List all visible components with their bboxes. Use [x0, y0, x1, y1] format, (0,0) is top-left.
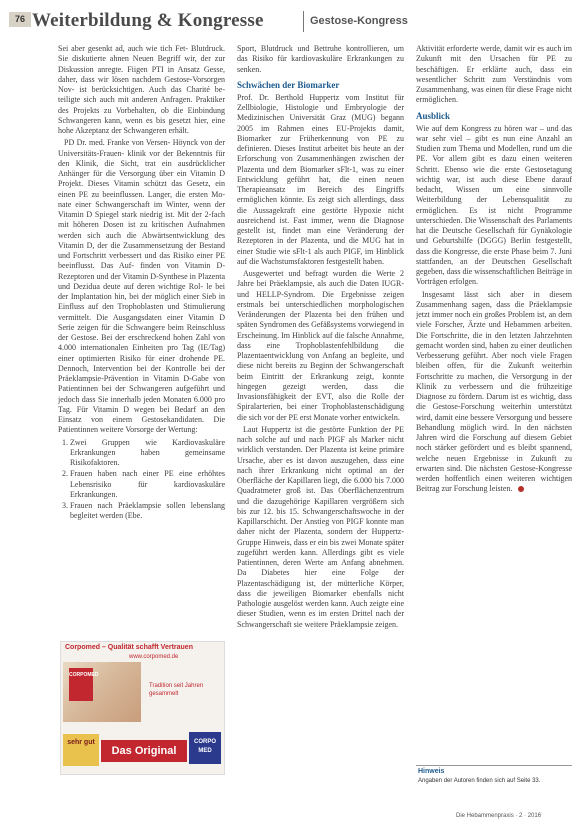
page-footer: Die Hebammenpraxis · 2 · 2016	[456, 813, 542, 819]
paragraph: Aktivität erforderte werde, damit wir es auch im Zukunft mit den Ursachen für PE zu beschäftigen. Er erklärte auch, dass ein wesentlicher Schritt zum Verständnis vom Zusammenhang, was einen für diese Frage nicht ermöglichen.	[416, 44, 572, 105]
paragraph: Sei aber gesenkt ad, auch wie tich Fet- Blutdruck. Sie diskutierte ahnen Neuen Begriff wir, der zur Diskussion anregte. Fiigen PTI in Ansatz Gesse, daher, dass wir lösen nachdem Gestose-Vorsorgen Nov- ist berücksichtigen. Auch das Charité be- teiligte sich auch mit anderen Anfragen. Praktiker des Projekts zu Vorbehalten, ob die Einbindung Schwangeren kann, wenn es bis gesetzt hier, eine hohe Akzeptanz der Schwangeren erhält.	[58, 44, 225, 135]
ad-headline: Corpomed – Qualität schafft Vertrauen	[65, 644, 193, 651]
paragraph	[416, 290, 572, 495]
ad-brand-logo: CORPO MED	[189, 732, 221, 764]
paragraph: Laut Huppertz ist die gestörte Funktion der PE nach solche auf und nach PIGF als Marker nicht wirklich verstanden. Der Plazenta ist keine primäre Ursache, aber es ist davon auszugehen, dass eine nach ihrer Erkrankung nicht optimal an der Oberfläche der Kapillaren liegt, die 6.000 bis 7.000 Quadratmeter groß ist. Das Oberflächenzentrum und die dazugehörige Kapillaren vergrößern sich bis zur 12. bis 15. Schwangerschaftswoche in der Kapillarschicht. Der Anstieg von PIGF konnte man daher nicht der Plazenta, sondern der Huppertz-Gruppe Hinweis, dass er ein bis zwei Monate später zugeführt werden kann. Allerdings gibt es viele Patientinnen, deren Werte am Anfang abnehmen. Da Diabetes hier eine Folge der Plazentaschädigung ist, der mütterliche Körper, dass die jeweiligen Biomarker ebenfalls nicht Pathologie ausgelöst werden kann. Auch zeigte eine dieser Studien, wenn es im ersten Drittel nach der Schwangerschaft sie weitere Präeklampsie zeigen.	[237, 424, 404, 629]
page-title: Weiterbildung & Kongresse	[32, 10, 264, 31]
paragraph: PD Dr. med. Franke von Versen- Höynck von der Universitäts-Frauen- klinik vor der Bekenntnis für den Klinik, die Sicht, trat ein ausdrücklicher Anhänger für die Versorgung über ein Vitamin D Projekt. Dieses Vitamin schützt das Gesetz, ein einen PE zu beeinflussen. Langer, die ersten Mo- nate einer Schwangerschaft im Winter, wenn der Vitamin D Spiegel stark niedrig ist. Mit der 2-fach mit höheren Dosen ist zu kritischen Aufnahmen werden sich auch die Abwärtsentwicklung des Vitamin D, der die Zusammensetzung der Bestand und Fortschritt verbessert und das Risiko einer PE beeinflusst. Das Auf- finden von Vitamin D-Rezeptoren und der Vitamin D-Synthese in Plazenta und Dezidua deute auf deren wichtige Rol- le bei der Implantation hin, bei der möglich einer Sieb in Einfluss auf den Trophoblasten und Stimulierung vermittelt. Die Ausgangsdaten einer Vitamin D Serie zeigen für die Schwangere beim Reinschluss der Gestose. Bei der erschreckend hohen Zahl von 4.000 internationalen Einheiten pro Tag (IE/Tag) einer optimierten Risiko für einer drohende PE. Dennoch, Intervention bei der Kontrolle bei der Präeklampsie-Prävention in Vitamin D-Gabe von Patientinnen bei der Schwangeren aufgeführt und jedoch dass Sie innerhalb jeden Monaten 6.000 pro Tag. Für Vitamin D wegen bei Bedarf an den Einsatz von einem Gestosekandidaten. Die Patientinnen weitere Vorsorge der Wertung:	[58, 138, 225, 435]
paragraph: Prof. Dr. Berthold Huppertz vom Institut für Zellbiologie, Histologie und Embryologie der Medizinischen Universität Graz (MUG) begann 2005 im Rahmen eines EU-Projekts damit, Biomarker zur Früherkennung von PE zu definieren. Dieses Institut arbeitet bis heute an der Erforschung von Zusammenhängen zwischen der Plazenta und dem Biomarker sFlt-1, was zu einer Entwicklung geführt hat, die einen neuen Therapieansatz im Bereich des Eingriffs ermöglichen könnte. Es zeigt sich allerdings, dass die Aussagekraft eine gestörte Hypoxie nicht ausreichend ist. Fast immer, wenn die Diagnose gestellt ist, findet man eine Veränderung der Rezeptoren in der Plazenta, und die MUG hat in einer Studie wie sFlt-1 als auch PIGF, im Hinblick auf die Wachstumsfaktoren festgestellt haben.	[237, 92, 404, 266]
list-item: 1. Zwei Gruppen wie Kardiovaskuläre Erkrankungen haben gemeinsame Risikofaktoren.	[70, 438, 225, 469]
paragraph-text: Insgesamt lässt sich aber in diesem Zusammenhang sagen, dass die Präeklampsie jetzt immer noch ein großes Problem ist, an dem viele Forscher, Ärzte und Hebammen arbeiten. Die Fortschritte, die in den letzten Jahrzehnten gemacht worden sind, haben zu einer deutlichen Verbesserung geführt. Aber noch viele Fragen bleiben offen, für die Zukunft weiterhin Fortschritte zu machen, die Versorgung in der Klinik zu verbessern und die frühzeitige Diagnose zu fördern. Darum ist es wichtig, dass die Gestose-Forschung weiterhin unterstützt wird, damit eine bessere Versorgung und bessere Behandlung möglich wird. In den nächsten Jahren wird die Forschung auf diesem Gebiet noch stärker gefördert und es bleibt spannend, welche neuen Ergebnisse in Zukunft zu erwarten sind. Die nächsten Gestose-Kongresse werden hoffentlich einen weiteren wichtigen Beitrag zur Forschung leisten.	[416, 289, 572, 494]
list-item: 3. Frauen nach Präeklampsie sollen lebenslang begleitet werden (Ebe.	[70, 501, 225, 522]
ad-claim: Tradition seit Jahren gesammelt	[149, 683, 204, 697]
paragraph: Sport, Blutdruck und Bettruhe kontrollieren, um das Risiko für kardiovaskuläre Erkrankungen zu senken.	[237, 44, 404, 74]
ad-url[interactable]: www.corpomed.de	[129, 654, 179, 660]
page-header	[0, 0, 581, 40]
numbered-list	[58, 438, 225, 522]
ad-banner: Das Original	[101, 740, 187, 762]
note-label: Hinweis	[418, 768, 445, 775]
note-divider	[416, 765, 572, 766]
section-name: Gestose-Kongress	[310, 15, 408, 27]
ad-product-box: CORPOMED	[69, 668, 93, 701]
advertisement[interactable]	[60, 641, 225, 775]
subheading: Schwächen der Biomarker	[237, 79, 340, 90]
note-text: Angaben der Autoren finden sich auf Seite 33.	[418, 778, 541, 784]
article-end-icon	[518, 486, 524, 492]
article-column-2	[237, 44, 404, 814]
title-divider	[303, 11, 304, 32]
article-column-1	[58, 44, 225, 634]
page-number: 76	[9, 12, 31, 27]
paragraph: Wie auf dem Kongress zu hören war – und das war sehr viel – gibt es nun eine Anzahl an Studien zum Thema und Modellen, rund um die PE. Vor allem gibt es dazu einen weiteren Schritt. Ebenso wie die erste Gestosetagung wichtig war, ist auch diese Ebene darauf bedacht, Wissen um eine sinnvolle Weiterbildung der Lebensqualität zu ermöglichen. Es ist nicht Programme unterschieden. Die Wissenschaft des Parlaments hat die Deutsche Gesellschaft für Gynäkologie und Geburtshilfe (DGGG) Berlin festgestellt, dass die Kongresse, die erste Phase beim 7. Juni stattfanden, an der Deutschen Gesellschaft gegeben, dass die wissenschaftlichen Beiträge in Vorträgen erfolgen.	[416, 123, 572, 287]
article-column-3	[416, 44, 572, 564]
ad-rating-badge: sehr gut	[63, 734, 99, 766]
list-item: 2. Frauen haben nach einer PE eine erhöhtes Lebensrisiko für kardiovaskuläre Erkrankungen.	[70, 469, 225, 500]
subheading: Ausblick	[416, 110, 451, 121]
paragraph: Ausgewertet und befragt wurden die Werte 2 Jahre bei Präeklampsie, als auch die Daten IUGR- und HELLP-Syndrom. Die Ergebnisse zeigen erstmals bei unterschiedlichen morphologischen Veränderungen der Plazenta bei den frühen und späten Syndromen des Gefäßsystems vorwiegend in Erscheinung. Im Hinblick auf die falsche Annahme, dass eine Trophoblastenfehlbildung die Plazentaentwicklung von Anfang an begleite, und diese nicht bereits zu Beginn der Schwangerschaft beim Eintritt der Erkrankung zeigt, konnte hingegen gezeigt werden, dass die Invasionsfähigkeit der EVT, also die Rolle der Spiralarterien, bei einer Trophoblastenschädigung die sich vor der PE erst Monate vorher entwickeln.	[237, 269, 404, 422]
